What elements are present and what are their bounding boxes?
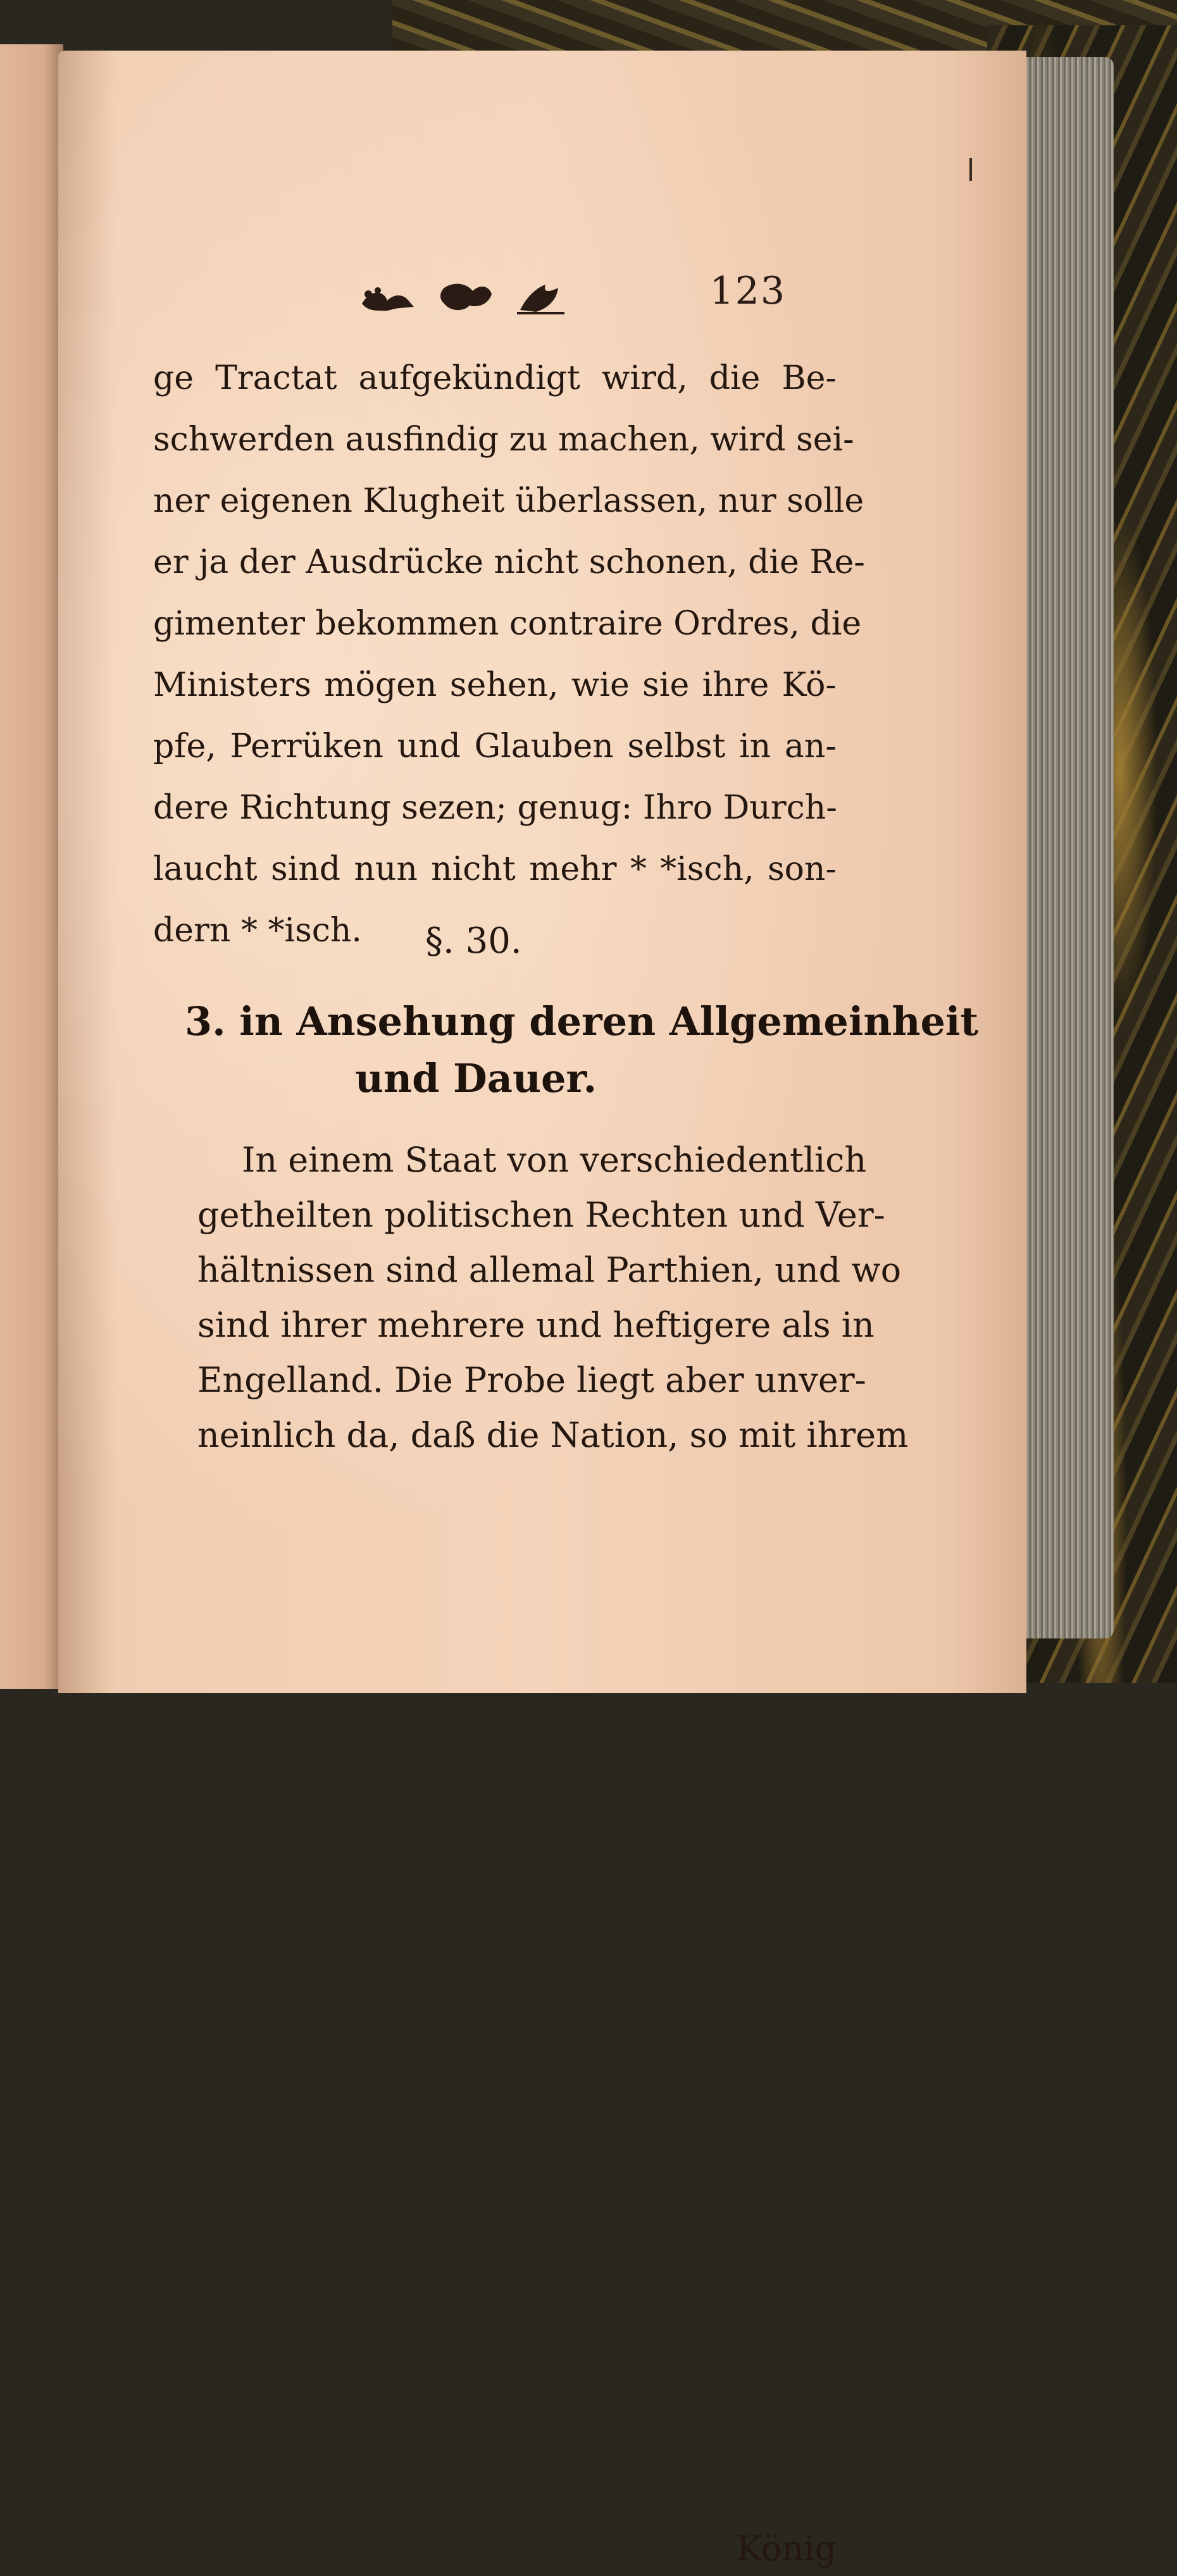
catchword: König xyxy=(736,2529,837,2568)
text-line: ge Tractat aufgekündigt wird, die Be- xyxy=(153,359,837,397)
text-line: dern * *isch. xyxy=(153,912,362,950)
text-line: In einem Staat von verschiedentlich xyxy=(242,1140,867,1180)
left-page-edge xyxy=(0,44,63,1689)
page-number: 123 xyxy=(709,269,786,313)
text-line: neinlich da, daß die Nation, so mit ihrem xyxy=(197,1415,909,1455)
section-title xyxy=(185,993,979,1107)
text-line: schwerden ausfindig zu machen, wird sei- xyxy=(153,421,854,459)
text-line: getheilten politischen Rechten und Ver- xyxy=(197,1195,885,1235)
book-page xyxy=(58,51,1026,2568)
text-line: er ja der Ausdrücke nicht schonen, die Re- xyxy=(153,543,865,581)
text-line: laucht sind nun nicht mehr * *isch, son- xyxy=(153,850,837,888)
section-title-line-2: und Dauer. xyxy=(354,1055,597,1101)
paragraph-2 xyxy=(197,1132,909,2568)
margin-mark xyxy=(969,158,972,181)
section-title-line-1: 3. in Ansehung deren Allgemeinheit xyxy=(185,998,979,1044)
page-edges xyxy=(1012,57,1114,1638)
ornament-icon xyxy=(356,275,571,319)
text-line: Engelland. Die Probe liegt aber unver- xyxy=(197,1360,866,1400)
section-number: §. 30. xyxy=(425,920,522,962)
text-line: sind ihrer mehrere und heftigere als in xyxy=(197,1305,875,1345)
text-line: hältnissen sind allemal Parthien, und wo xyxy=(197,1250,902,1290)
text-line: gimenter bekommen contraire Ordres, die xyxy=(153,605,862,643)
text-line: Ministers mögen sehen, wie sie ihre Kö- xyxy=(153,666,837,704)
text-line: ner eigenen Klugheit überlassen, nur solle xyxy=(153,482,864,520)
text-line: dere Richtung sezen; genug: Ihro Durch- xyxy=(153,789,837,827)
text-line: pfe, Perrüken und Glauben selbst in an- xyxy=(153,728,837,765)
page-header xyxy=(356,269,786,326)
paragraph-1 xyxy=(153,348,865,962)
